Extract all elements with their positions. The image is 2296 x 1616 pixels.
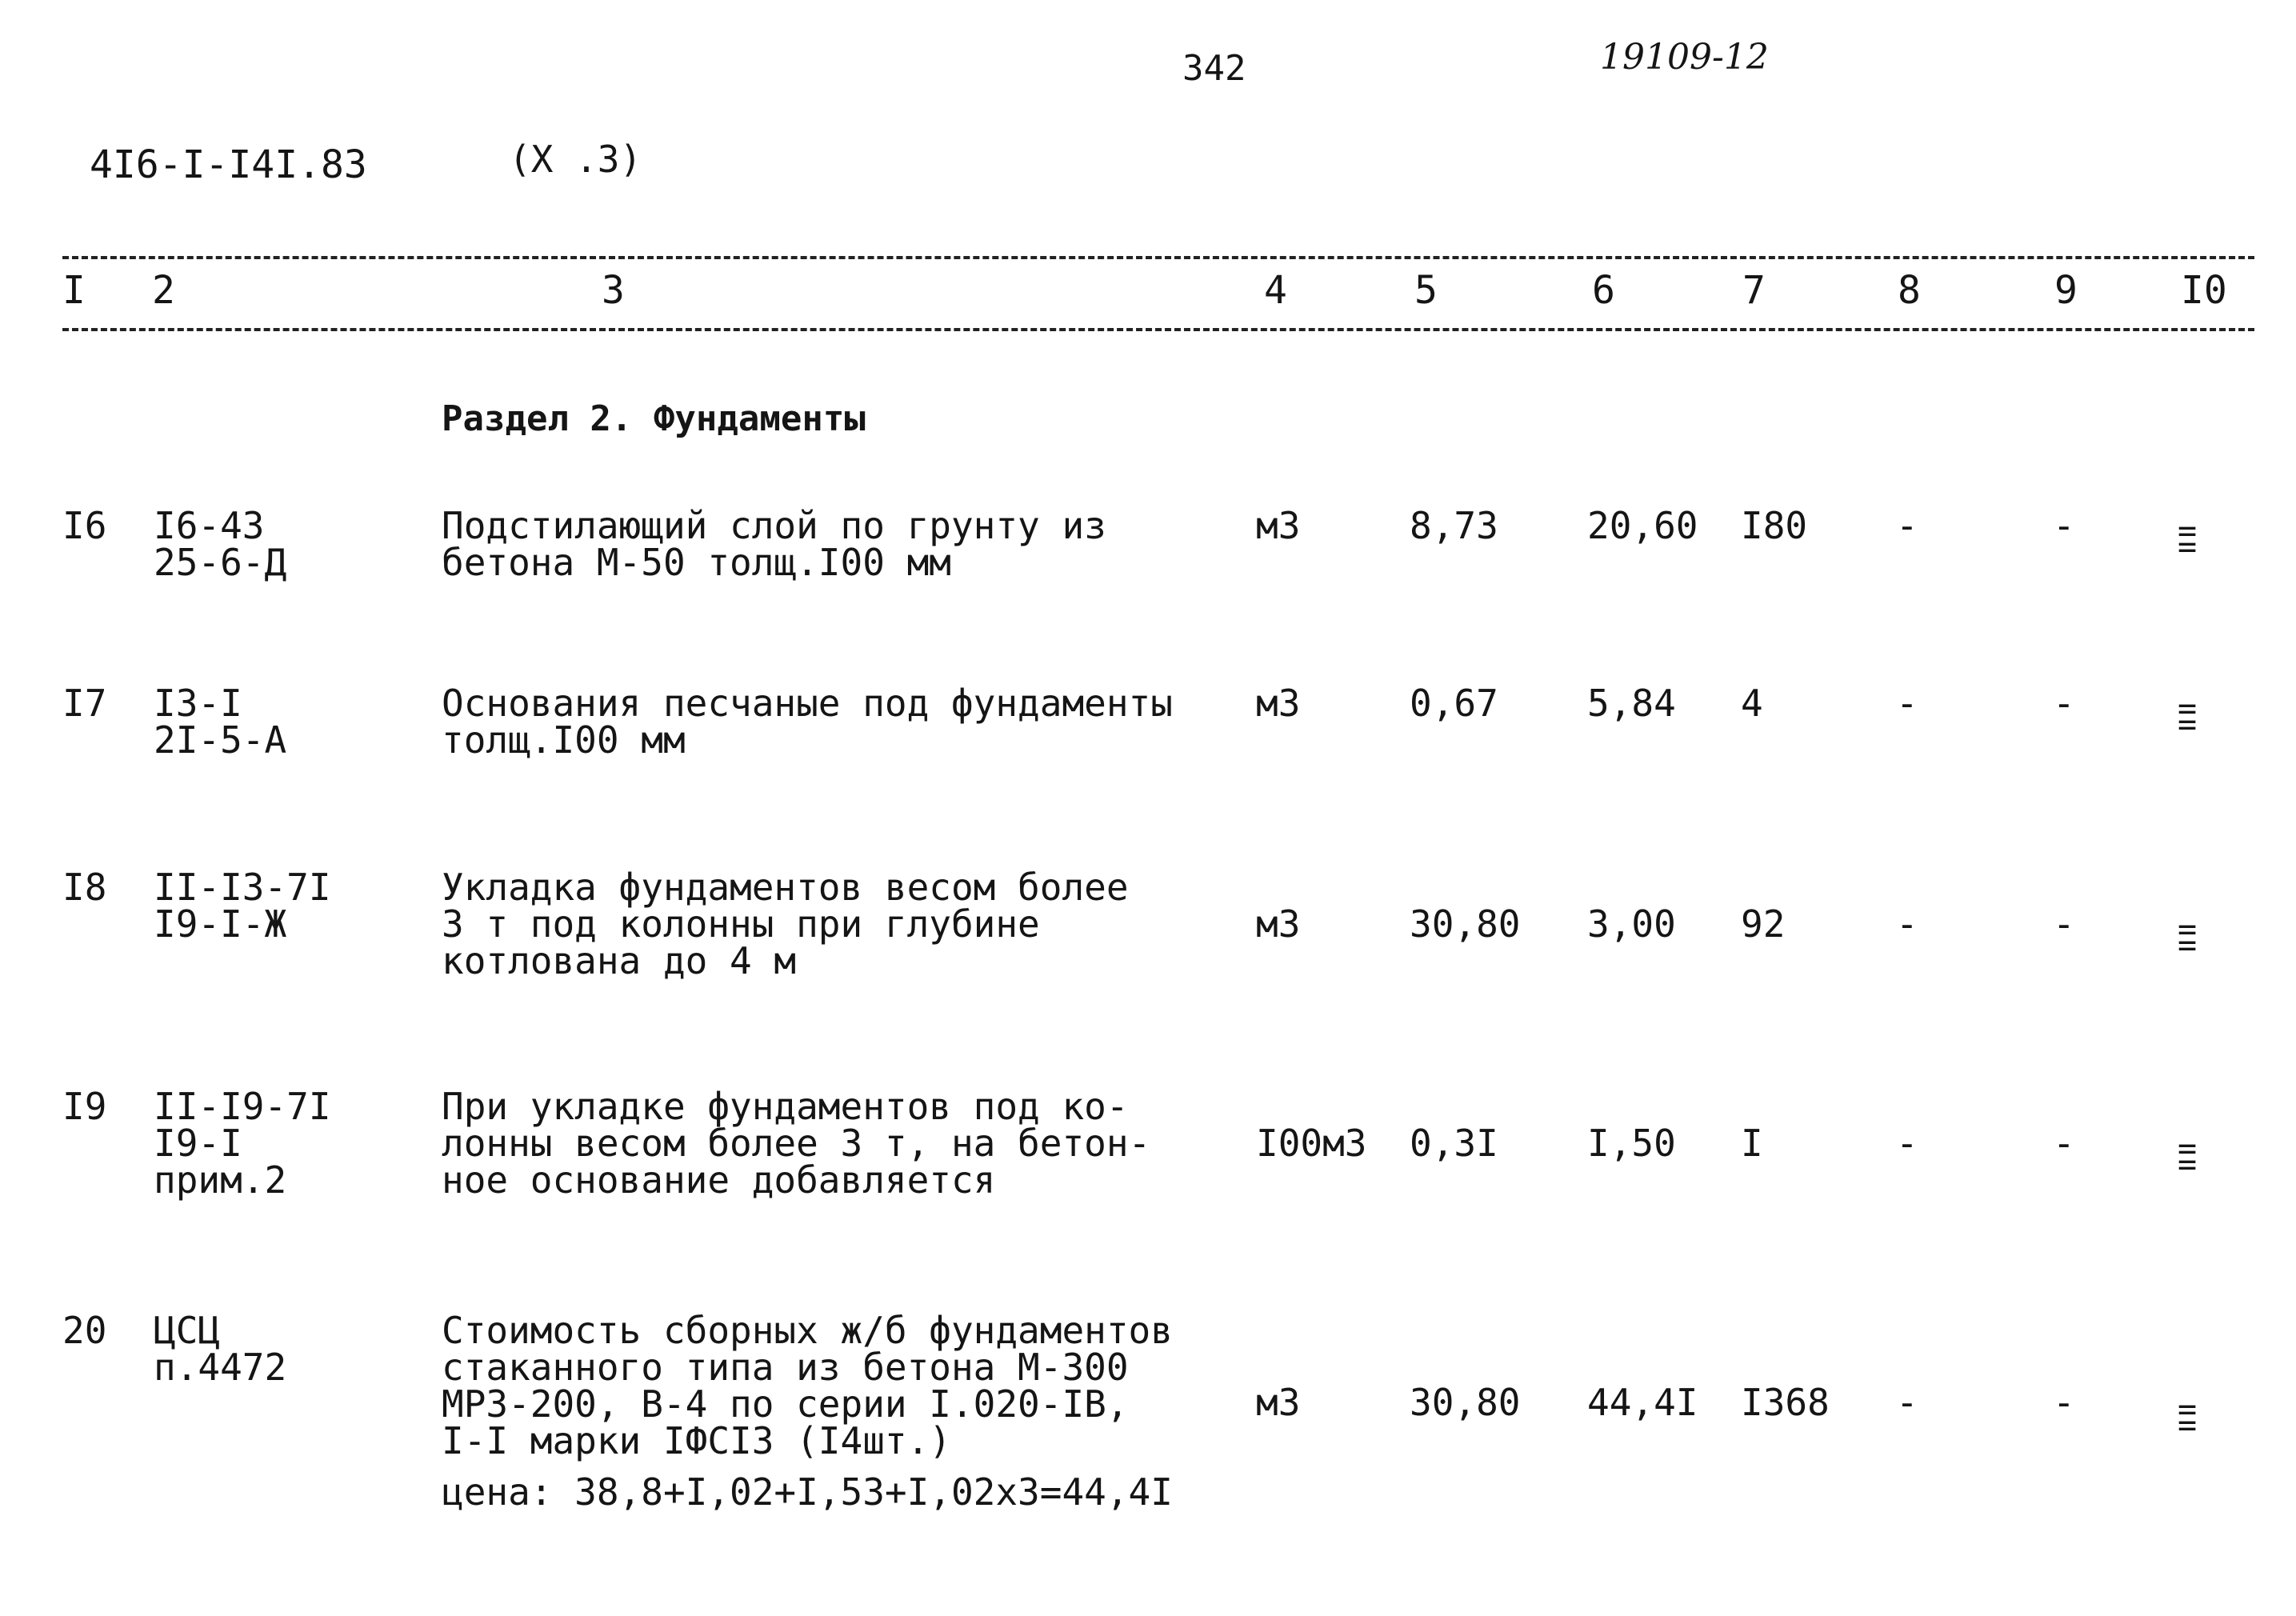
quantity: 0,3I (1410, 1122, 1498, 1165)
total-cost: 92 (1741, 902, 1786, 946)
norm-code: II-I3-7I I9-I-Ж (154, 866, 331, 946)
row-number: I8 (62, 866, 107, 909)
col9-dash: - (2053, 1381, 2075, 1424)
row-number: I7 (62, 682, 107, 725)
col10-mark: = = (2178, 911, 2198, 964)
norm-code: II-I9-7I I9-I прим.2 (154, 1085, 331, 1202)
col8-dash: - (1896, 682, 1918, 725)
total-cost: I368 (1741, 1381, 1830, 1424)
quantity: 8,73 (1410, 504, 1498, 547)
column-header-1: I (62, 268, 86, 313)
column-header-9: 9 (2054, 268, 2078, 313)
work-description: При укладке фундаментов под ко- лонны весом более 3 т, на бетон- ное основание добавляется (442, 1085, 1151, 1202)
col8-dash: - (1896, 504, 1918, 547)
col9-dash: - (2053, 1122, 2075, 1165)
unit: м3 (1256, 682, 1301, 725)
col10-mark: = = (2178, 1391, 2198, 1444)
column-header-7: 7 (1742, 268, 1766, 313)
col8-dash: - (1896, 1122, 1918, 1165)
unit-price: 5,84 (1587, 682, 1676, 725)
handwritten-code: 19109-12 (1600, 37, 1769, 78)
norm-code: I3-I 2I-5-А (154, 682, 287, 762)
price-note: цена: 38,8+I,02+I,53+I,02х3=44,4I (442, 1470, 1173, 1514)
unit-price: I,50 (1587, 1122, 1676, 1165)
norm-code: ЦСЦ п.4472 (154, 1309, 287, 1389)
work-description: Стоимость сборных ж/б фундаментов стаканного типа из бетона М-300 МРЗ-200, В-4 по серии I.020-IВ, I-I марки IФСI3 (I4шт.) (442, 1309, 1173, 1462)
col10-mark: = = (2178, 1130, 2198, 1183)
document-code: 4I6-I-I4I.83 (90, 142, 367, 187)
work-description: Укладка фундаментов весом более 3 т под колонны при глубине котлована до 4 м (442, 866, 1129, 982)
column-header-5: 5 (1414, 268, 1438, 313)
total-cost: I (1741, 1122, 1763, 1165)
unit: I00м3 (1256, 1122, 1367, 1165)
row-number: I9 (62, 1085, 107, 1128)
col9-dash: - (2053, 504, 2075, 547)
header-rule-top (62, 256, 2254, 259)
column-header-3: 3 (602, 268, 625, 313)
col8-dash: - (1896, 902, 1918, 946)
header-rule-bottom (62, 328, 2254, 331)
total-cost: 4 (1741, 682, 1763, 725)
column-header-10: I0 (2181, 268, 2227, 313)
unit-price: 20,60 (1587, 504, 1698, 547)
column-header-2: 2 (152, 268, 175, 313)
quantity: 30,80 (1410, 902, 1521, 946)
unit-price: 44,4I (1587, 1381, 1698, 1424)
column-header-4: 4 (1264, 268, 1287, 313)
quantity: 0,67 (1410, 682, 1498, 725)
column-header-6: 6 (1592, 268, 1615, 313)
unit-price: 3,00 (1587, 902, 1676, 946)
section-title: Раздел 2. Фундаменты (442, 398, 866, 439)
col9-dash: - (2053, 902, 2075, 946)
col8-dash: - (1896, 1381, 1918, 1424)
unit: м3 (1256, 902, 1301, 946)
total-cost: I80 (1741, 504, 1808, 547)
col9-dash: - (2053, 682, 2075, 725)
page-number: 342 (1182, 48, 1246, 89)
quantity: 30,80 (1410, 1381, 1521, 1424)
col10-mark: = = (2178, 690, 2198, 743)
work-description: Подстилающий слой по грунту из бетона М-50 толщ.I00 мм (442, 504, 1106, 584)
col10-mark: = = (2178, 513, 2198, 566)
column-header-8: 8 (1898, 268, 1921, 313)
row-number: 20 (62, 1309, 107, 1352)
row-number: I6 (62, 504, 107, 547)
sheet-mark: (X .3) (509, 138, 642, 181)
norm-code: I6-43 25-6-Д (154, 504, 287, 584)
work-description: Основания песчаные под фундаменты толщ.I00 мм (442, 682, 1173, 762)
unit: м3 (1256, 1381, 1301, 1424)
unit: м3 (1256, 504, 1301, 547)
